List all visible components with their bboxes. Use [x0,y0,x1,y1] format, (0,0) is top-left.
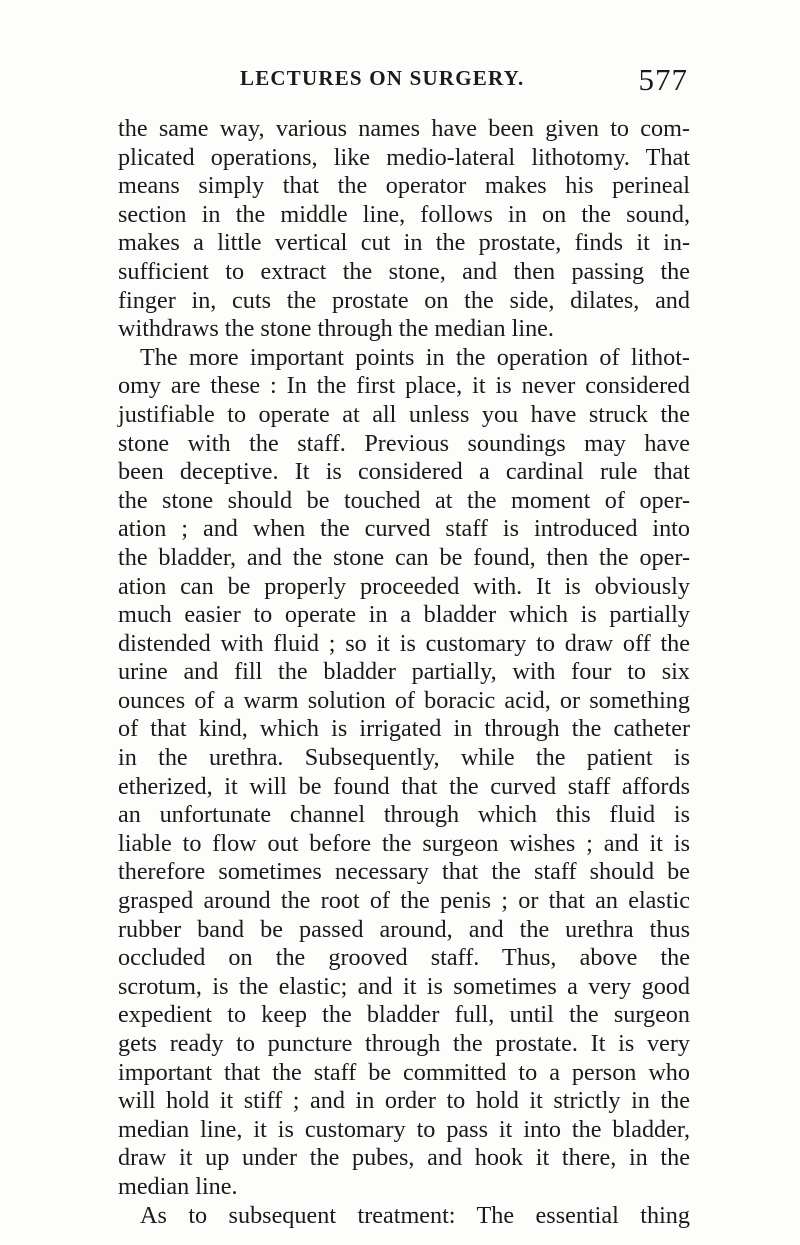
text-line: sufficient to extract the stone, and then passing the [118,257,690,285]
text-line: of that kind, which is irrigated in through the catheter [118,715,690,743]
text-line: As to subsequent treatment: The essential thing [140,1201,690,1229]
text-line: gets ready to puncture through the prostate. It is very [118,1030,690,1057]
text-line: expedient to keep the bladder full, until the surgeon [118,1001,690,1029]
text-line: scrotum, is the elastic; and it is sometimes a very good [118,972,690,1000]
text-line: stone with the staff. Previous soundings may have [118,429,690,457]
page-number: 577 [638,62,688,97]
text-line: etherized, it will be found that the curved staff affords [118,772,690,800]
text-line: withdraws the stone through the median line. [118,315,554,343]
text-line: been deceptive. It is considered a cardinal rule that [118,458,690,486]
text-line: the bladder, and the stone can be found, then the oper- [118,543,690,571]
text-line: median line. [118,1172,238,1200]
text-line: plicated operations, like medio-lateral lithotomy. That [118,143,690,171]
text-line: liable to flow out before the surgeon wishes ; and it is [118,829,690,857]
text-line: means simply that the operator makes his perineal [118,172,690,200]
text-line: much easier to operate in a bladder which is partially [118,601,690,629]
text-line: ation ; and when the curved staff is introduced into [118,515,690,543]
text-line: an unfortunate channel through which this fluid is [118,801,690,829]
text-line: therefore sometimes necessary that the staff should be [118,858,690,886]
text-line: draw it up under the pubes, and hook it there, in the [118,1144,690,1172]
text-line: section in the middle line, follows in on the sound, [118,200,690,228]
text-line: finger in, cuts the prostate on the side, dilates, and [118,286,690,314]
running-title: LECTURES ON SURGERY. [240,66,525,90]
text-line: omy are these : In the first place, it is never considered [118,372,690,400]
text-line: the same way, various names have been given to com- [118,115,690,142]
text-line: important that the staff be committed to a person who [118,1058,690,1086]
text-line: in the urethra. Subsequently, while the patient is [118,744,690,772]
text-line: rubber band be passed around, and the urethra thus [118,915,690,943]
text-line: occluded on the grooved staff. Thus, above the [118,944,690,972]
text-line: the stone should be touched at the moment of oper- [118,486,690,514]
text-line: urine and fill the bladder partially, with four to six [118,658,690,686]
text-line: ounces of a warm solution of boracic acid, or something [118,686,690,714]
text-line: will hold it stiff ; and in order to hold it strictly in the [118,1087,690,1115]
text-line: grasped around the root of the penis ; or that an elastic [118,887,690,915]
text-line: justifiable to operate at all unless you have struck the [118,400,690,428]
text-line: distended with fluid ; so it is customary to draw off the [118,629,690,657]
text-line: median line, it is customary to pass it into the bladder, [118,1115,690,1143]
body-text [118,115,690,1230]
text-line: ation can be properly proceeded with. It is obviously [118,572,690,600]
text-line: makes a little vertical cut in the prostate, finds it in- [118,229,690,257]
text-line: The more important points in the operation of lithot- [140,343,690,371]
